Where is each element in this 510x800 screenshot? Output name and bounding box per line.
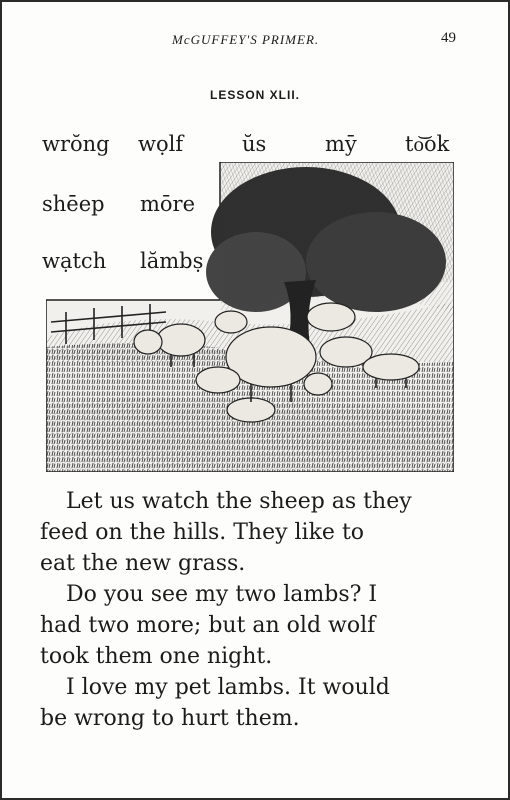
reading-passage: [40, 486, 460, 734]
sheep-illustration: [46, 162, 454, 472]
vocab-word: lămbṣ: [140, 249, 204, 273]
vocab-word: shēep: [42, 192, 105, 216]
text-line: feed on the hills. They like to: [40, 520, 365, 545]
vocab-word: to͝ok: [405, 132, 450, 156]
text-line: eat the new grass.: [40, 551, 246, 576]
vocab-word: wọlf: [138, 132, 184, 156]
paragraph: [40, 486, 460, 579]
vocab-word: wrŏng: [42, 132, 110, 156]
lesson-title: LESSON XLII.: [209, 88, 300, 102]
vocab-word: mōre: [140, 192, 196, 216]
text-line: be wrong to hurt them.: [40, 706, 300, 731]
text-line: had two more; but an old wolf: [40, 613, 376, 638]
vocab-word: ŭs: [242, 132, 267, 156]
text-line: I love my pet lambs. It would: [66, 675, 390, 700]
text-line: Do you see my two lambs? I: [66, 582, 378, 607]
page-number: 49: [441, 30, 456, 46]
text-line: Let us watch the sheep as they: [66, 489, 412, 514]
text-line: took them one night.: [40, 644, 273, 669]
paragraph: [40, 672, 460, 734]
vocab-word: mȳ: [325, 132, 357, 156]
paragraph: [40, 579, 460, 672]
running-title: McGUFFEY'S PRIMER.: [172, 32, 320, 47]
vocab-word: wạtch: [42, 249, 107, 273]
